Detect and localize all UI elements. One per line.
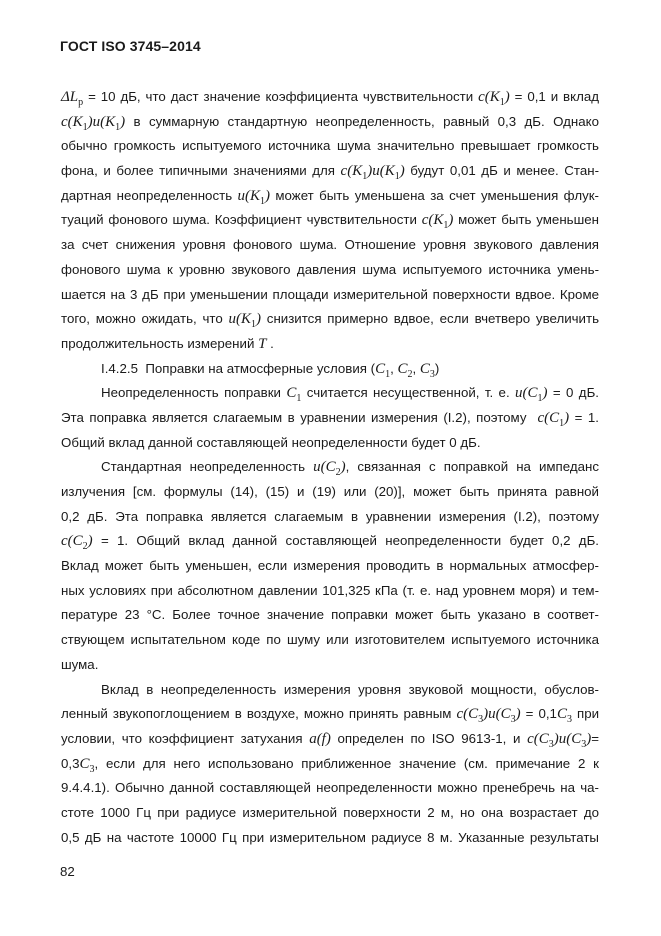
text-line: Неопределенность поправки $C_1$ считается несущественной, т. е. $u(C_1) = 0$ дБ. bbox=[101, 385, 599, 405]
page-number: 82 bbox=[60, 864, 75, 879]
text-line: продолжительность измерений T . bbox=[61, 335, 274, 352]
text-line: Стандартная неопределенность $u(C_2)$, связанная с поправкой на импеданс bbox=[101, 459, 600, 479]
text-line: того, можно ожидать, что $u(K_1)$ снизится примерно вдвое, если вчетверо увеличить bbox=[61, 311, 600, 331]
text-line: условии, что коэффициент затухания a(f) определен по ISO 9613-1, и $c(C_3)u(C_3)=$ bbox=[61, 730, 599, 750]
text-line: $\Delta L_p = 10$ дБ, что даст значение коэффициента чувствительности $c(K_1) = 0,1$ и вклад bbox=[61, 89, 599, 108]
body-text bbox=[61, 85, 599, 850]
text-line: Эта поправка является слагаемым в уравнении измерения (I.2), поэтому $c(C_1) = 1$. bbox=[61, 409, 599, 429]
text-line: обычно громкость испытуемого источника шума значительно превышает громкость bbox=[61, 138, 599, 154]
text-line: $c(K_1)u(K_1)$ в суммарную стандартную неопределенность, равный 0,3 дБ. Однако bbox=[61, 113, 599, 133]
text-line: фонового шума к уровню звукового давления шума испытуемого источника умень- bbox=[61, 261, 599, 277]
text-line: ствующем испытательном коде по шуму или изготовителем испытуемого источника bbox=[61, 632, 599, 648]
text-line: $0,3C_3$, если для него использовано приближенное значение (см. примечание 2 к bbox=[61, 755, 599, 775]
text-line: излучения [см. формулы (14), (15) и (19) или (20)], может быть принята равной bbox=[61, 484, 599, 499]
text-line: дартная неопределенность $u(K_1)$ может быть уменьшена за счет уменьшения флук- bbox=[61, 187, 599, 207]
text-line: Общий вклад данной составляющей неопределенности будет 0 дБ. bbox=[61, 434, 481, 450]
document-code-header: ГОСТ ISO 3745–2014 bbox=[60, 38, 201, 54]
text-line: фона, и более типичными значениями для $c(K_1)u(K_1)$ будут 0,01 дБ и менее. Стан- bbox=[61, 163, 599, 183]
text-line: ленный звукопоглощением в воздухе, можно принять равным $c(C_3)u(C_3) = 0,1C_3$ при bbox=[61, 706, 600, 726]
text-line: туаций фонового шума. Коэффициент чувствительности $c(K_1)$ может быть уменьшен bbox=[61, 212, 600, 232]
text-line: шума. bbox=[61, 656, 99, 672]
text-line: Вклад может быть уменьшен, если измерения проводить в нормальных атмосфер- bbox=[61, 558, 599, 574]
text-line: 9.4.4.1). Обычно данной составляющей неопределенности можно пренебречь на ча- bbox=[61, 780, 599, 796]
text-line: $c(C_2) = 1$. Общий вклад данной составляющей неопределенности будет 0,2 дБ. bbox=[61, 533, 599, 553]
text-line: ных условиях при абсолютном давлении 101,325 кПа (т. е. над уровнем моря) и тем- bbox=[61, 582, 599, 598]
text-line: пературе 23 °С. Более точное значение поправки может быть указано в соответ- bbox=[61, 607, 599, 623]
text-line: 0,2 дБ. Эта поправка является слагаемым в уравнении измерения (I.2), поэтому bbox=[61, 508, 599, 524]
section-heading-i-4-2-5: I.4.2.5 Поправки на атмосферные условия ($C_1$, $C_2$, $C_3$) bbox=[101, 360, 440, 380]
text-line: Вклад в неопределенность измерения уровня звуковой мощности, обуслов- bbox=[101, 681, 599, 697]
text-line: за счет снижения уровня фонового шума. Отношение уровня звукового давления bbox=[61, 237, 599, 253]
text-line: шается на 3 дБ при уменьшении площади измерительной поверхности вдвое. Кроме bbox=[61, 286, 599, 302]
text-line: 0,5 дБ на частоте 10000 Гц при измерительном радиусе 8 м. Указанные результаты bbox=[61, 829, 599, 845]
text-line: стоте 1000 Гц при радиусе измерительной поверхности 2 м, но она возрастает до bbox=[61, 804, 599, 820]
